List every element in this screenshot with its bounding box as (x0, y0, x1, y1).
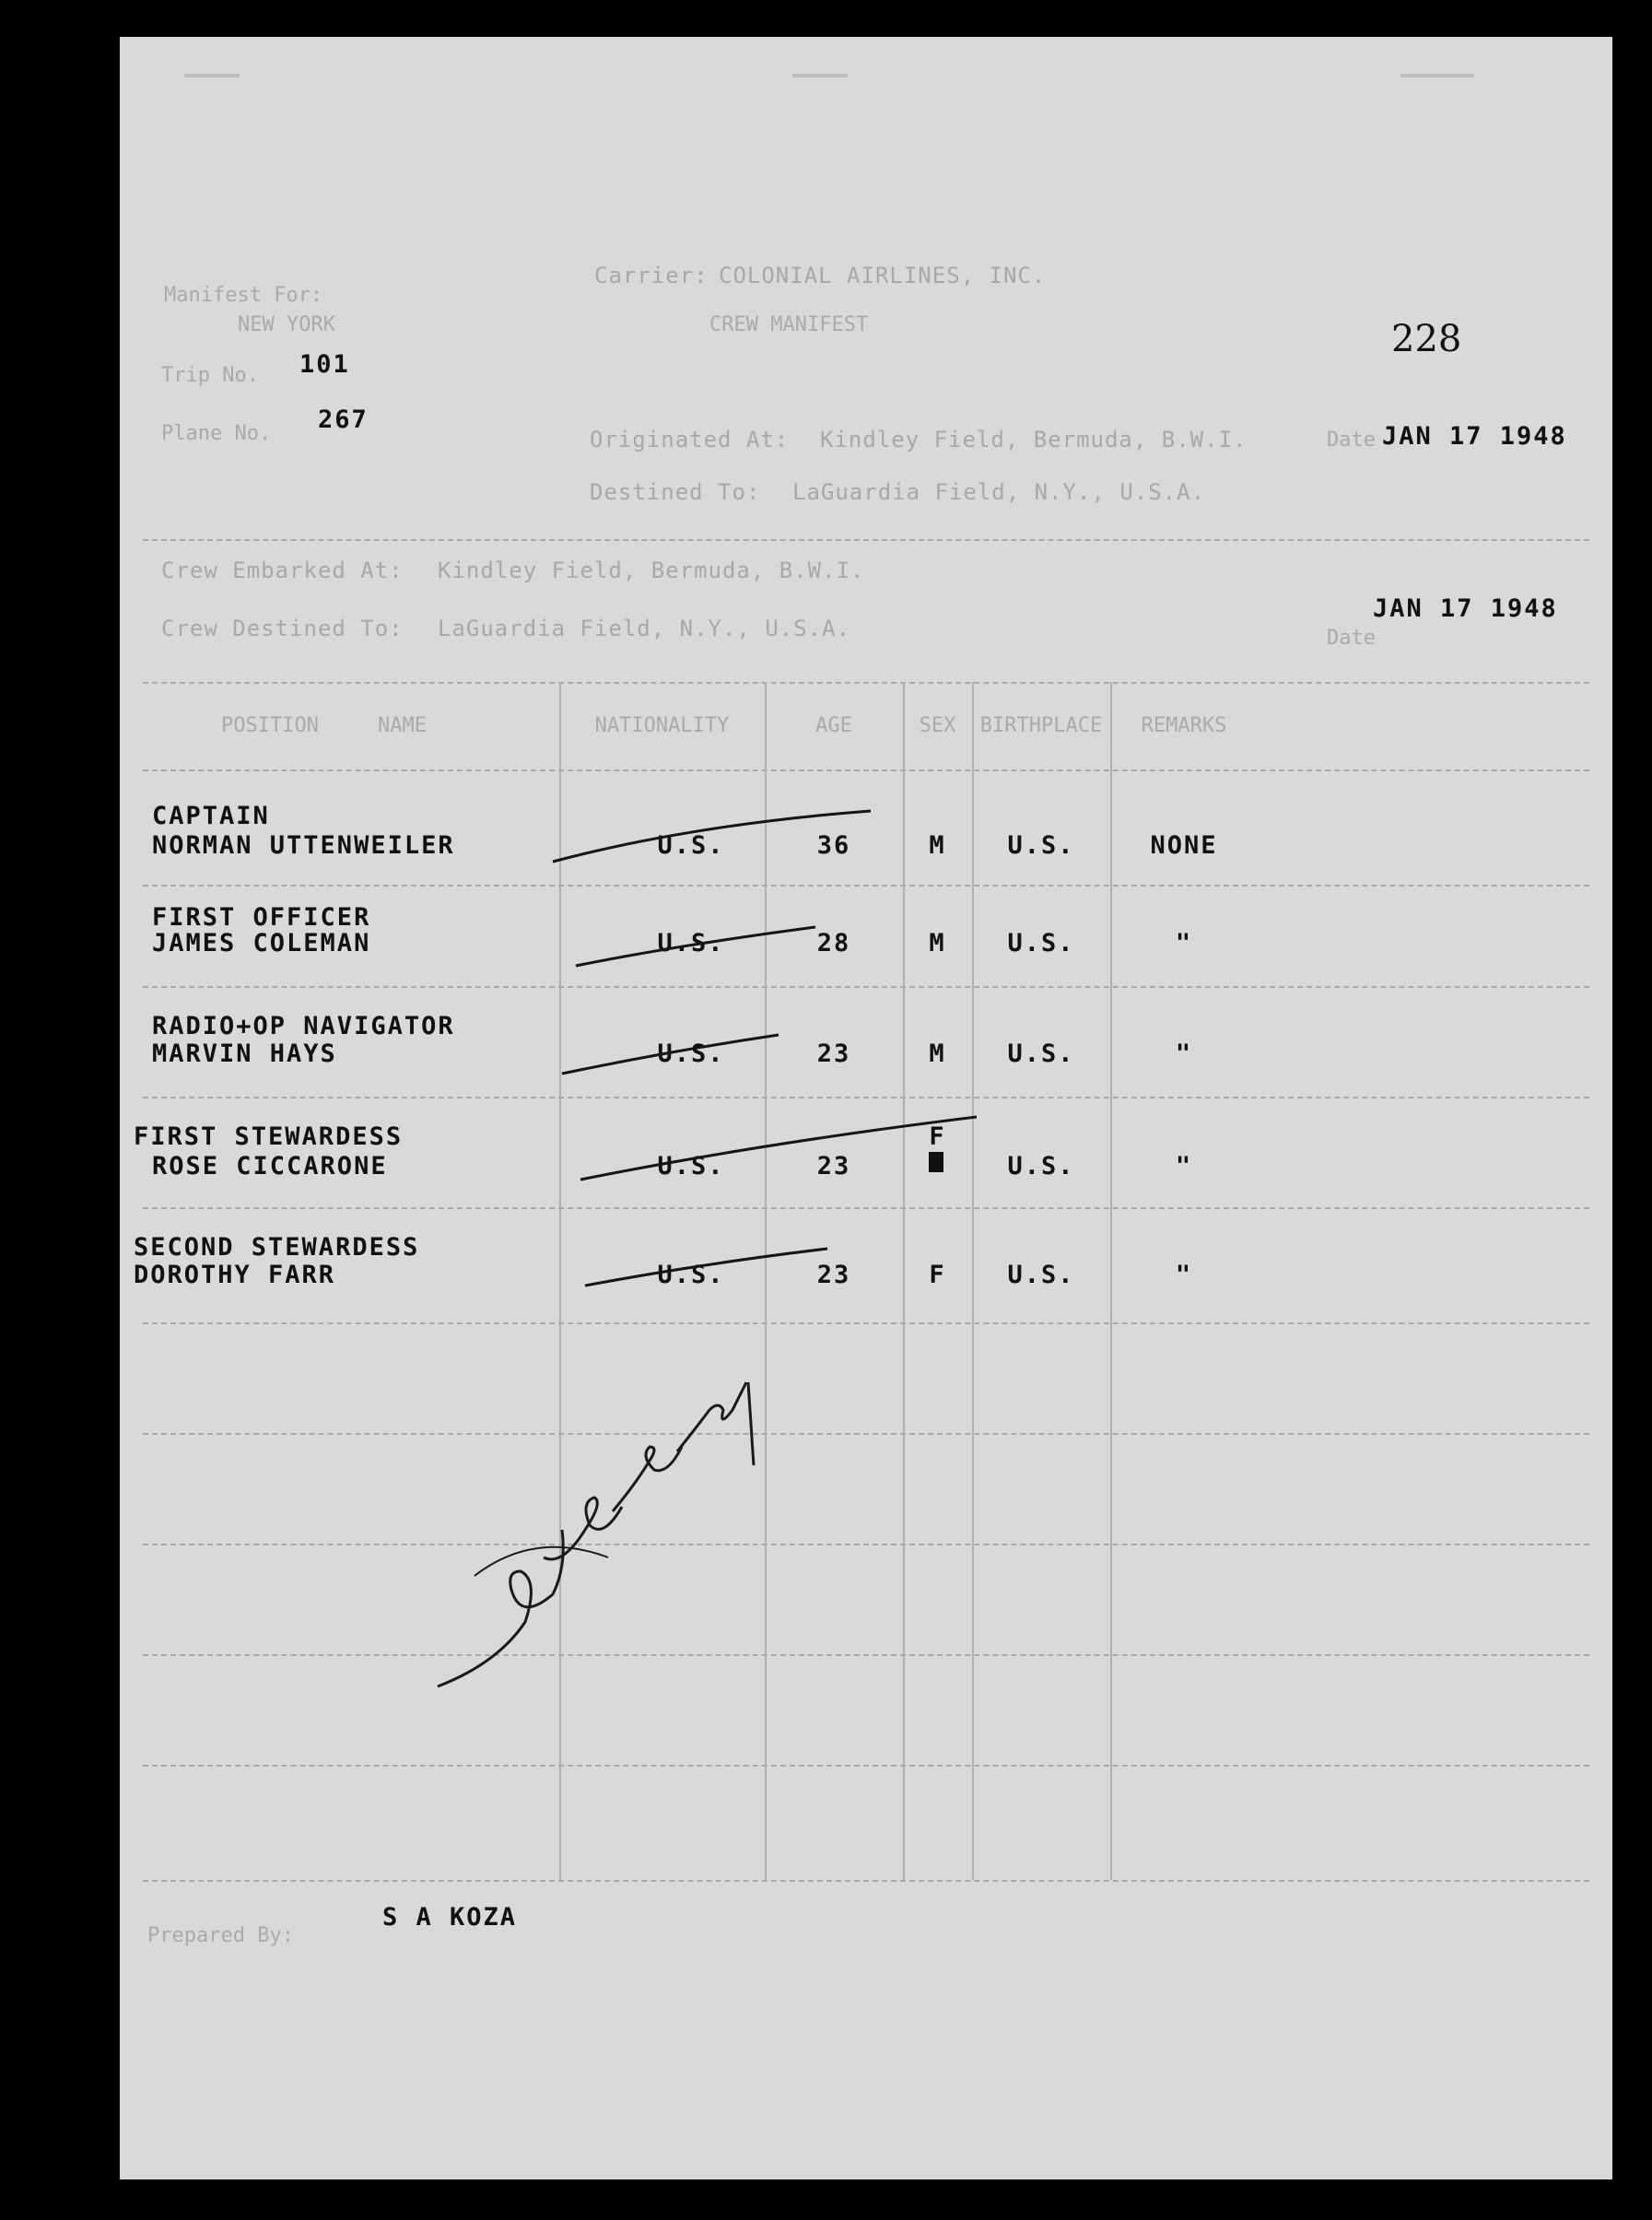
crew-remarks: " (1175, 1152, 1193, 1180)
crew-position: FIRST STEWARDESS (134, 1122, 404, 1151)
crew-embarked-value: Kindley Field, Bermuda, B.W.I. (438, 558, 865, 583)
crew-remarks: NONE (1150, 831, 1218, 860)
pen-stroke (553, 811, 871, 862)
originated-label: Originated At: (590, 427, 790, 452)
plane-label: Plane No. (161, 422, 272, 445)
crew-sex: M (929, 831, 946, 860)
crew-embarked-label: Crew Embarked At: (161, 558, 404, 583)
col-header-position: POSITION (221, 714, 319, 737)
manifest-value: NEW YORK (238, 313, 335, 336)
originated-value: Kindley Field, Bermuda, B.W.I. (820, 427, 1248, 452)
page-number: 228 (1391, 318, 1462, 360)
pen-stroke (580, 1117, 977, 1180)
crew-name: ROSE CICCARONE (152, 1152, 388, 1180)
date-value: JAN 17 1948 (1382, 422, 1567, 451)
crew-nationality: U.S. (657, 1040, 725, 1068)
crew-nationality: U.S. (657, 1261, 725, 1289)
manifest-paper (120, 37, 1612, 2179)
pen-strokes (120, 37, 1612, 2179)
crew-nationality: U.S. (657, 831, 725, 860)
pen-stroke (585, 1249, 827, 1286)
destined-value: LaGuardia Field, N.Y., U.S.A. (792, 479, 1206, 505)
crew-remarks: " (1175, 1040, 1193, 1068)
destined-label: Destined To: (590, 479, 761, 505)
trip-number: 101 (299, 350, 350, 379)
crew-destined-value: LaGuardia Field, N.Y., U.S.A. (438, 616, 851, 641)
pen-stroke (576, 927, 815, 966)
crew-date-label: Date (1327, 627, 1376, 650)
crew-name: NORMAN UTTENWEILER (152, 831, 455, 860)
crew-birthplace: U.S. (1007, 1152, 1075, 1180)
prepared-name: S A KOZA (382, 1903, 518, 1932)
crew-name: DOROTHY FARR (134, 1261, 336, 1289)
col-header-age: AGE (815, 714, 852, 737)
crew-position: RADIO+OP NAVIGATOR (152, 1012, 455, 1040)
signature-scrawl (424, 1345, 977, 1733)
col-header-sex: SEX (919, 714, 956, 737)
crew-age: 28 (816, 929, 851, 957)
crew-age: 23 (816, 1152, 851, 1180)
crew-sex: M (929, 1040, 946, 1068)
date-label: Date (1327, 429, 1376, 452)
crew-age: 23 (816, 1040, 851, 1068)
crew-age: 36 (816, 831, 851, 860)
pen-stroke (562, 1035, 779, 1074)
col-header-nationality: NATIONALITY (594, 714, 730, 737)
col-header-birthplace: BIRTHPLACE (979, 714, 1103, 737)
col-header-remarks: REMARKS (1141, 714, 1227, 737)
carrier-label: Carrier: (594, 263, 709, 288)
crew-sex: M (929, 929, 946, 957)
crew-birthplace: U.S. (1007, 1040, 1075, 1068)
crew-name: MARVIN HAYS (152, 1040, 337, 1068)
plane-number: 267 (318, 405, 369, 434)
crew-position: FIRST OFFICER (152, 903, 371, 932)
crew-sex: F (929, 1261, 946, 1289)
crew-nationality: U.S. (657, 929, 725, 957)
carrier-name: COLONIAL AIRLINES, INC. (719, 263, 1047, 288)
crew-age: 23 (816, 1261, 851, 1289)
trip-label: Trip No. (161, 364, 259, 387)
prepared-label: Prepared By: (147, 1924, 294, 1947)
crew-position: SECOND STEWARDESS (134, 1233, 420, 1262)
form-title: CREW MANIFEST (709, 313, 869, 336)
crew-destined-label: Crew Destined To: (161, 616, 404, 641)
crew-nationality: U.S. (657, 1152, 725, 1180)
crew-remarks: " (1175, 1261, 1193, 1289)
crew-sex: F (929, 1122, 946, 1151)
manifest-label: Manifest For: (164, 284, 323, 307)
crew-birthplace: U.S. (1007, 831, 1075, 860)
crew-birthplace: U.S. (1007, 1261, 1075, 1289)
crew-name: JAMES COLEMAN (152, 929, 371, 957)
col-header-name: NAME (378, 714, 427, 737)
crew-birthplace: U.S. (1007, 929, 1075, 957)
crew-remarks: " (1175, 929, 1193, 957)
crew-date-value: JAN 17 1948 (1373, 594, 1558, 623)
crew-position: CAPTAIN (152, 802, 270, 830)
